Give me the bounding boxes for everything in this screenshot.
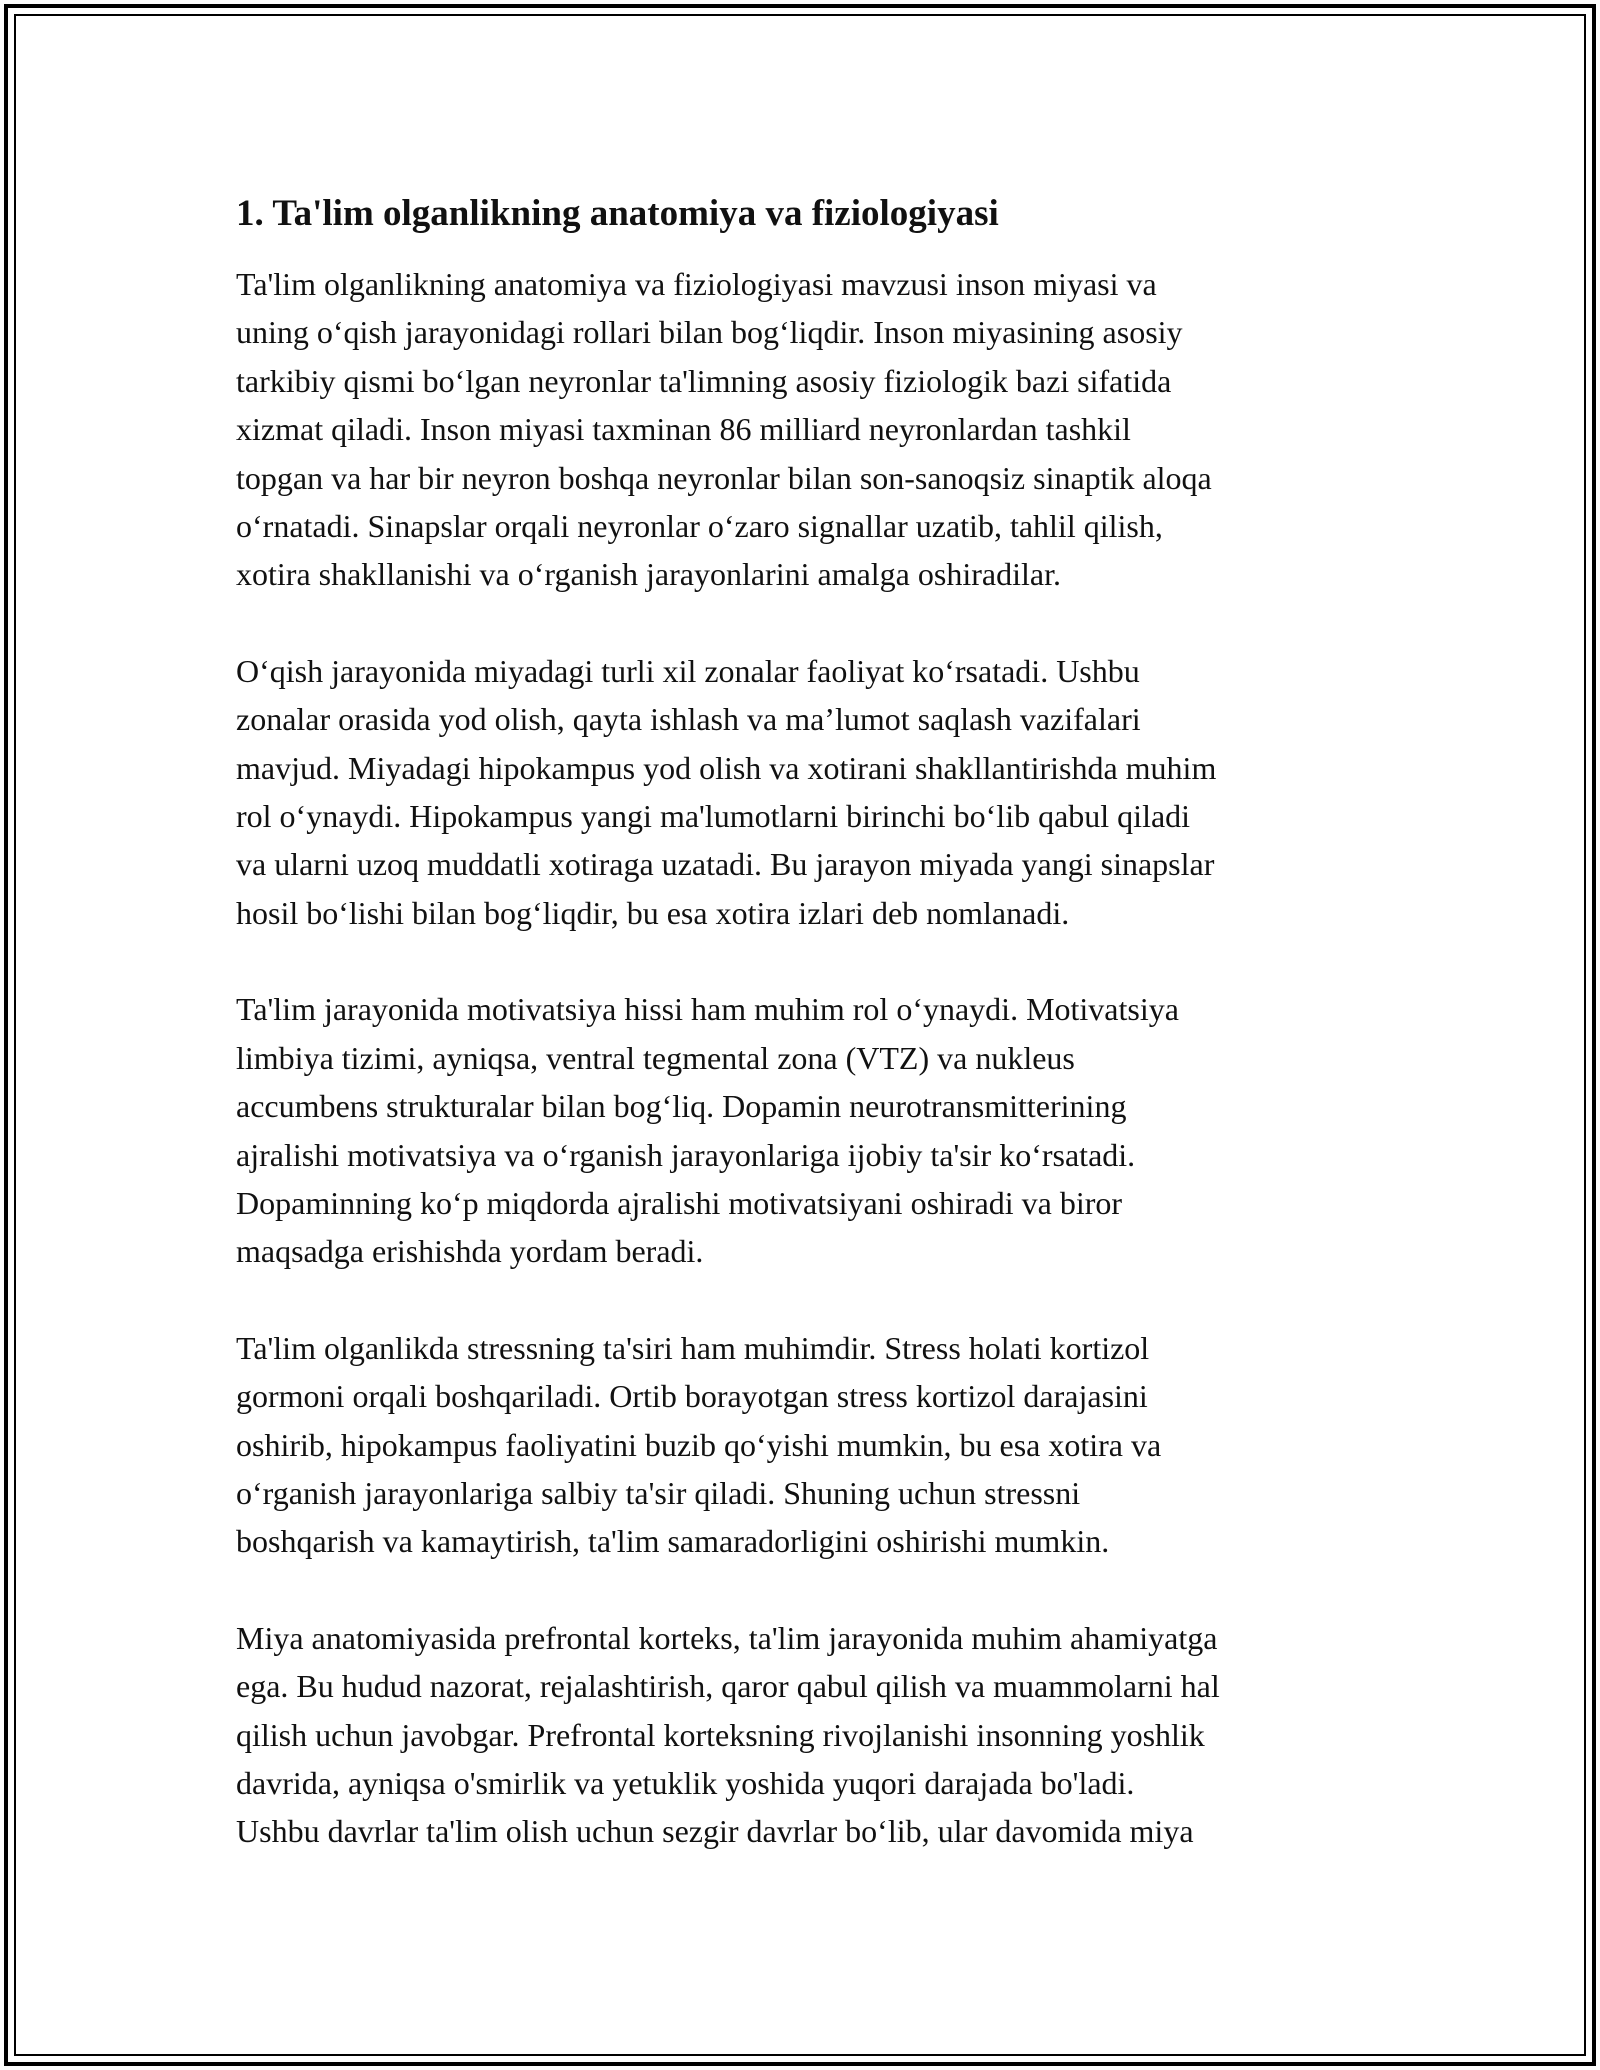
paragraph bbox=[236, 647, 1376, 937]
paragraph-list bbox=[236, 260, 1376, 1856]
text-line: hosil bo‘lishi bilan bog‘liqdir, bu esa xotira izlari deb nomlanadi. bbox=[236, 894, 1070, 931]
text-line: accumbens strukturalar bilan bog‘liq. Dopamin neurotransmitterining bbox=[236, 1088, 1127, 1125]
text-line: rol o‘ynaydi. Hipokampus yangi ma'lumotlarni birinchi bo‘lib qabul qiladi bbox=[236, 798, 1191, 835]
text-line: topgan va har bir neyron boshqa neyronlar bilan son-sanoqsiz sinaptik aloqa bbox=[236, 459, 1212, 496]
paragraph bbox=[236, 985, 1376, 1275]
text-line: maqsadga erishishda yordam beradi. bbox=[236, 1233, 704, 1270]
text-line: oshirib, hipokampus faoliyatini buzib qo‘yishi mumkin, bu esa xotira va bbox=[236, 1426, 1162, 1463]
text-line: O‘qish jarayonida miyadagi turli xil zonalar faoliyat ko‘rsatadi. Ushbu bbox=[236, 652, 1140, 689]
text-line: o‘rnatadi. Sinapslar orqali neyronlar o‘zaro signallar uzatib, tahlil qilish, bbox=[236, 508, 1163, 545]
text-line: tarkibiy qismi bo‘lgan neyronlar ta'limning asosiy fiziologik bazi sifatida bbox=[236, 362, 1172, 399]
text-line: davrida, ayniqsa o'smirlik va yetuklik yoshida yuqori darajada bo'ladi. bbox=[236, 1764, 1135, 1801]
text-line: xizmat qiladi. Inson miyasi taxminan 86 milliard neyronlardan tashkil bbox=[236, 411, 1131, 448]
section-heading: 1. Ta'lim olganlikning anatomiya va fiziologiyasi bbox=[236, 193, 999, 234]
text-line: va ularni uzoq muddatli xotiraga uzatadi. Bu jarayon miyada yangi sinapslar bbox=[236, 846, 1215, 883]
paragraph bbox=[236, 260, 1376, 599]
text-line: gormoni orqali boshqariladi. Ortib borayotgan stress kortizol darajasini bbox=[236, 1378, 1148, 1415]
text-line: uning o‘qish jarayonidagi rollari bilan bog‘liqdir. Inson miyasining asosiy bbox=[236, 314, 1183, 351]
text-line: Ta'lim olganlikning anatomiya va fiziologiyasi mavzusi inson miyasi va bbox=[236, 266, 1157, 302]
text-line: mavjud. Miyadagi hipokampus yod olish va xotirani shakllantirishda muhim bbox=[236, 749, 1217, 786]
text-line: ega. Bu hudud nazorat, rejalashtirish, qaror qabul qilish va muammolarni hal bbox=[236, 1668, 1220, 1705]
text-line: boshqarish va kamaytirish, ta'lim samaradorligini oshirishi mumkin. bbox=[236, 1523, 1110, 1560]
text-line: qilish uchun javobgar. Prefrontal korteksning rivojlanishi insonning yoshlik bbox=[236, 1716, 1205, 1753]
text-line: Ta'lim olganlikda stressning ta'siri ham muhimdir. Stress holati kortizol bbox=[236, 1329, 1150, 1366]
text-line: ajralishi motivatsiya va o‘rganish jarayonlariga ijobiy ta'sir ko‘rsatadi. bbox=[236, 1136, 1136, 1173]
text-line: Miya anatomiyasida prefrontal korteks, ta'lim jarayonida muhim ahamiyatga bbox=[236, 1619, 1218, 1656]
text-line: limbiya tizimi, ayniqsa, ventral tegmental zona (VTZ) va nukleus bbox=[236, 1039, 1075, 1076]
paragraph bbox=[236, 1614, 1376, 1856]
paragraph bbox=[236, 1324, 1376, 1566]
text-line: Ushbu davrlar ta'lim olish uchun sezgir davrlar bo‘lib, ular davomida miya bbox=[236, 1813, 1194, 1850]
text-line: zonalar orasida yod olish, qayta ishlash va ma’lumot saqlash vazifalari bbox=[236, 701, 1141, 738]
text-line: o‘rganish jarayonlariga salbiy ta'sir qiladi. Shuning uchun stressni bbox=[236, 1474, 1081, 1511]
text-line: Dopaminning ko‘p miqdorda ajralishi motivatsiyani oshiradi va biror bbox=[236, 1184, 1123, 1221]
document-body bbox=[236, 188, 1376, 1904]
text-line: xotira shakllanishi va o‘rganish jarayonlarini amalga oshiradilar. bbox=[236, 556, 1061, 593]
text-line: Ta'lim jarayonida motivatsiya hissi ham muhim rol o‘ynaydi. Motivatsiya bbox=[236, 991, 1179, 1028]
